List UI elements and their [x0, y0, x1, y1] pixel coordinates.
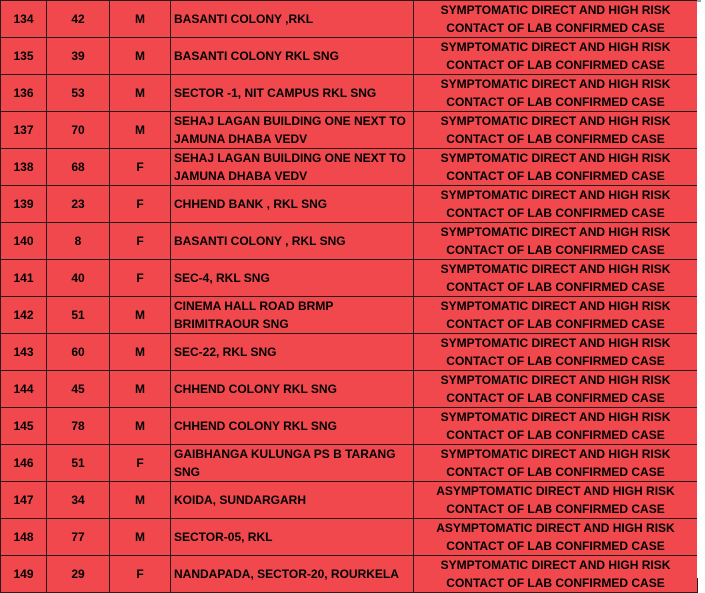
- sex-cell[interactable]: M: [110, 334, 171, 371]
- remark-cell[interactable]: SYMPTOMATIC DIRECT AND HIGH RISK CONTACT OF LAB CONFIRMED CASE: [414, 334, 698, 371]
- remark-cell[interactable]: SYMPTOMATIC DIRECT AND HIGH RISK CONTACT OF LAB CONFIRMED CASE: [414, 556, 698, 593]
- table-row: [1, 371, 698, 408]
- age-cell[interactable]: 8: [47, 223, 110, 260]
- table-row: [1, 149, 698, 186]
- sex-cell[interactable]: M: [110, 408, 171, 445]
- sex-cell[interactable]: M: [110, 371, 171, 408]
- remark-cell[interactable]: ASYMPTOMATIC DIRECT AND HIGH RISK CONTACT OF LAB CONFIRMED CASE: [414, 519, 698, 556]
- serial-number-cell[interactable]: 148: [1, 519, 47, 556]
- serial-number-cell[interactable]: 144: [1, 371, 47, 408]
- serial-number-cell[interactable]: 149: [1, 556, 47, 593]
- address-cell[interactable]: SEC-4, RKL SNG: [171, 260, 414, 297]
- table-row: [1, 112, 698, 149]
- age-cell[interactable]: 51: [47, 445, 110, 482]
- remark-cell[interactable]: SYMPTOMATIC DIRECT AND HIGH RISK CONTACT OF LAB CONFIRMED CASE: [414, 408, 698, 445]
- address-cell[interactable]: BASANTI COLONY RKL SNG: [171, 38, 414, 75]
- remark-cell[interactable]: SYMPTOMATIC DIRECT AND HIGH RISK CONTACT OF LAB CONFIRMED CASE: [414, 112, 698, 149]
- age-cell[interactable]: 53: [47, 75, 110, 112]
- remark-cell[interactable]: SYMPTOMATIC DIRECT AND HIGH RISK CONTACT OF LAB CONFIRMED CASE: [414, 297, 698, 334]
- sex-cell[interactable]: F: [110, 223, 171, 260]
- serial-number-cell[interactable]: 145: [1, 408, 47, 445]
- serial-number-cell[interactable]: 139: [1, 186, 47, 223]
- remark-cell[interactable]: SYMPTOMATIC DIRECT AND HIGH RISK CONTACT OF LAB CONFIRMED CASE: [414, 75, 698, 112]
- age-cell[interactable]: 78: [47, 408, 110, 445]
- serial-number-cell[interactable]: 146: [1, 445, 47, 482]
- serial-number-cell[interactable]: 135: [1, 38, 47, 75]
- sex-cell[interactable]: F: [110, 260, 171, 297]
- table-row: [1, 482, 698, 519]
- serial-number-cell[interactable]: 141: [1, 260, 47, 297]
- address-cell[interactable]: CHHEND BANK , RKL SNG: [171, 186, 414, 223]
- address-cell[interactable]: SEHAJ LAGAN BUILDING ONE NEXT TO JAMUNA DHABA VEDV: [171, 112, 414, 149]
- address-cell[interactable]: KOIDA, SUNDARGARH: [171, 482, 414, 519]
- serial-number-cell[interactable]: 134: [1, 1, 47, 38]
- serial-number-cell[interactable]: 140: [1, 223, 47, 260]
- table-row: [1, 445, 698, 482]
- address-cell[interactable]: NANDAPADA, SECTOR-20, ROURKELA: [171, 556, 414, 593]
- age-cell[interactable]: 77: [47, 519, 110, 556]
- address-cell[interactable]: GAIBHANGA KULUNGA PS B TARANG SNG: [171, 445, 414, 482]
- age-cell[interactable]: 23: [47, 186, 110, 223]
- serial-number-cell[interactable]: 142: [1, 297, 47, 334]
- remark-cell[interactable]: SYMPTOMATIC DIRECT AND HIGH RISK CONTACT OF LAB CONFIRMED CASE: [414, 223, 698, 260]
- age-cell[interactable]: 39: [47, 38, 110, 75]
- table-row: [1, 1, 698, 38]
- sex-cell[interactable]: F: [110, 445, 171, 482]
- sex-cell[interactable]: M: [110, 112, 171, 149]
- serial-number-cell[interactable]: 138: [1, 149, 47, 186]
- sex-cell[interactable]: M: [110, 297, 171, 334]
- table-row: [1, 519, 698, 556]
- sex-cell[interactable]: M: [110, 482, 171, 519]
- table-row: [1, 38, 698, 75]
- serial-number-cell[interactable]: 137: [1, 112, 47, 149]
- remark-cell[interactable]: SYMPTOMATIC DIRECT AND HIGH RISK CONTACT OF LAB CONFIRMED CASE: [414, 371, 698, 408]
- table-row: [1, 334, 698, 371]
- age-cell[interactable]: 40: [47, 260, 110, 297]
- age-cell[interactable]: 29: [47, 556, 110, 593]
- column-edge-marker: [697, 0, 701, 2]
- table-row: [1, 260, 698, 297]
- address-cell[interactable]: SECTOR-05, RKL: [171, 519, 414, 556]
- sex-cell[interactable]: F: [110, 186, 171, 223]
- address-cell[interactable]: CINEMA HALL ROAD BRMP BRIMITRAOUR SNG: [171, 297, 414, 334]
- sex-cell[interactable]: M: [110, 75, 171, 112]
- sex-cell[interactable]: F: [110, 149, 171, 186]
- age-cell[interactable]: 70: [47, 112, 110, 149]
- remark-cell[interactable]: SYMPTOMATIC DIRECT AND HIGH RISK CONTACT OF LAB CONFIRMED CASE: [414, 445, 698, 482]
- age-cell[interactable]: 60: [47, 334, 110, 371]
- age-cell[interactable]: 45: [47, 371, 110, 408]
- address-cell[interactable]: CHHEND COLONY RKL SNG: [171, 371, 414, 408]
- address-cell[interactable]: SEC-22, RKL SNG: [171, 334, 414, 371]
- remark-cell[interactable]: SYMPTOMATIC DIRECT AND HIGH RISK CONTACT OF LAB CONFIRMED CASE: [414, 149, 698, 186]
- sex-cell[interactable]: F: [110, 556, 171, 593]
- age-cell[interactable]: 51: [47, 297, 110, 334]
- address-cell[interactable]: SEHAJ LAGAN BUILDING ONE NEXT TO JAMUNA DHABA VEDV: [171, 149, 414, 186]
- remark-cell[interactable]: SYMPTOMATIC DIRECT AND HIGH RISK CONTACT OF LAB CONFIRMED CASE: [414, 260, 698, 297]
- table-row: [1, 223, 698, 260]
- table-row: [1, 408, 698, 445]
- table-row: [1, 186, 698, 223]
- age-cell[interactable]: 68: [47, 149, 110, 186]
- age-cell[interactable]: 34: [47, 482, 110, 519]
- address-cell[interactable]: BASANTI COLONY , RKL SNG: [171, 223, 414, 260]
- serial-number-cell[interactable]: 136: [1, 75, 47, 112]
- sex-cell[interactable]: M: [110, 38, 171, 75]
- sex-cell[interactable]: M: [110, 1, 171, 38]
- age-cell[interactable]: 42: [47, 1, 110, 38]
- remark-cell[interactable]: SYMPTOMATIC DIRECT AND HIGH RISK CONTACT OF LAB CONFIRMED CASE: [414, 1, 698, 38]
- sheet-edge: [697, 0, 705, 578]
- remark-cell[interactable]: ASYMPTOMATIC DIRECT AND HIGH RISK CONTACT OF LAB CONFIRMED CASE: [414, 482, 698, 519]
- remark-cell[interactable]: SYMPTOMATIC DIRECT AND HIGH RISK CONTACT OF LAB CONFIRMED CASE: [414, 38, 698, 75]
- table-row: [1, 556, 698, 593]
- address-cell[interactable]: CHHEND COLONY RKL SNG: [171, 408, 414, 445]
- table-row: [1, 75, 698, 112]
- remark-cell[interactable]: SYMPTOMATIC DIRECT AND HIGH RISK CONTACT OF LAB CONFIRMED CASE: [414, 186, 698, 223]
- address-cell[interactable]: SECTOR -1, NIT CAMPUS RKL SNG: [171, 75, 414, 112]
- sex-cell[interactable]: M: [110, 519, 171, 556]
- serial-number-cell[interactable]: 143: [1, 334, 47, 371]
- serial-number-cell[interactable]: 147: [1, 482, 47, 519]
- address-cell[interactable]: BASANTI COLONY ,RKL: [171, 1, 414, 38]
- table-row: [1, 297, 698, 334]
